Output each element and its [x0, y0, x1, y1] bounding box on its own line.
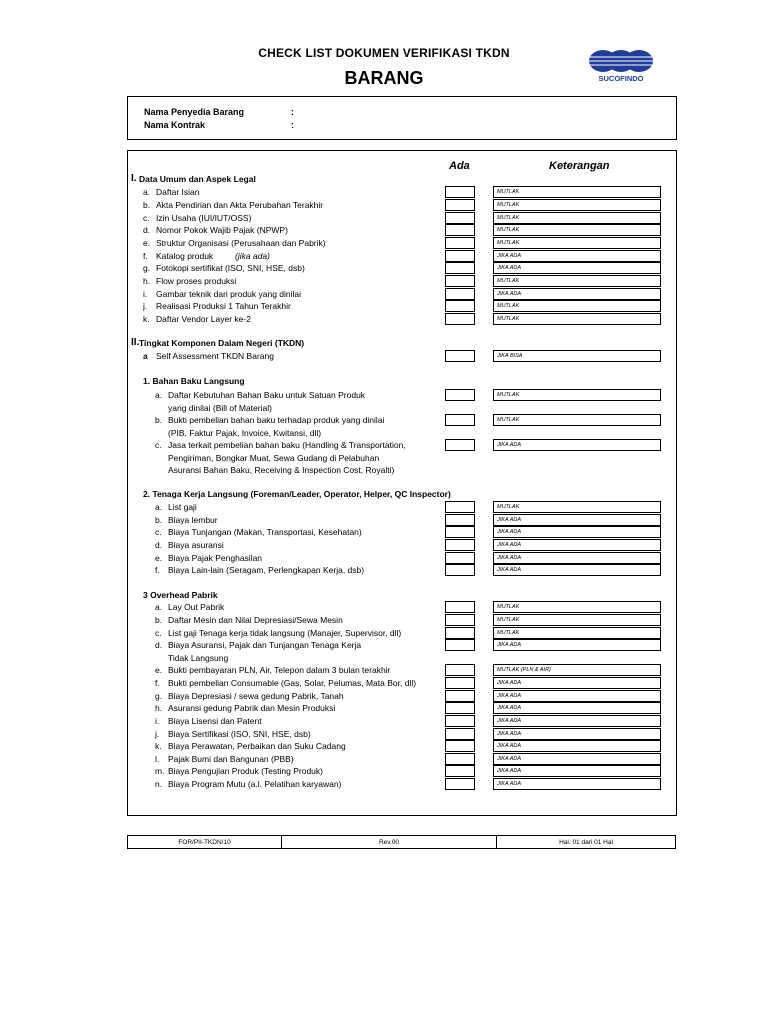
item-text: 1. Bahan Baku Langsung [143, 376, 245, 386]
keterangan-cell: MUTLAK [493, 186, 661, 198]
ada-checkbox[interactable] [445, 514, 475, 526]
ada-checkbox[interactable] [445, 350, 475, 362]
keterangan-cell: MUTLAK (PLN & AIR) [493, 664, 661, 676]
ada-checkbox[interactable] [445, 702, 475, 714]
keterangan-cell: MUTLAK [493, 414, 661, 426]
ada-checkbox[interactable] [445, 740, 475, 752]
ada-checkbox[interactable] [445, 262, 475, 274]
item-text: Data Umum dan Aspek Legal [139, 174, 256, 184]
item-text: Biaya Lain-lain (Seragam, Perlengkapan Kerja, dsb) [168, 565, 365, 575]
item-text: Biaya Sertifikasi (ISO, SNI, HSE, dsb) [168, 729, 311, 739]
item-marker: g. [155, 691, 163, 701]
sucofindo-logo [583, 48, 659, 84]
ada-checkbox[interactable] [445, 288, 475, 300]
item-marker: k. [143, 314, 150, 324]
item-text: Gambar teknik dari produk yang dinilai [156, 289, 302, 299]
ada-checkbox[interactable] [445, 275, 475, 287]
item-text: Tingkat Komponen Dalam Negeri (TKDN) [139, 338, 305, 348]
ada-checkbox[interactable] [445, 539, 475, 551]
ada-checkbox[interactable] [445, 677, 475, 689]
item-text: Biaya Perawatan, Perbaikan dan Suku Cadang [168, 741, 346, 751]
item-text: Bukti pembayaran PLN, Air, Telepon dalam 3 bulan terakhir [168, 665, 391, 675]
form-number: FOR/PII-TKDN/10 [128, 836, 282, 848]
contract-name-colon: : [291, 120, 294, 130]
keterangan-cell: MUTLAK [493, 627, 661, 639]
column-header-ada: Ada [449, 160, 470, 172]
item-text: yang dinilai (Bill of Material) [168, 403, 272, 413]
ada-checkbox[interactable] [445, 186, 475, 198]
ada-checkbox[interactable] [445, 300, 475, 312]
item-marker: a. [155, 390, 163, 400]
ada-checkbox[interactable] [445, 614, 475, 626]
item-text: Izin Usaha (IUI/IUT/OSS) [156, 213, 252, 223]
ada-checkbox[interactable] [445, 199, 475, 211]
keterangan-cell: MUTLAK [493, 614, 661, 626]
document-footer [127, 835, 676, 849]
item-text: Asuransi Bahan Baku, Receiving & Inspection Cost, Royalti) [168, 465, 395, 475]
keterangan-cell: MUTLAK [493, 601, 661, 613]
item-text: Bukti pembelian Consumable (Gas, Solar, Pelumas, Mata Bor, dll) [168, 678, 417, 688]
keterangan-cell: JIKA ADA [493, 552, 661, 564]
item-marker: b. [143, 200, 151, 210]
supplier-name-label: Nama Penyedia Barang [144, 107, 245, 117]
item-text: List gaji Tenaga kerja tidak langsung (Manajer, Supervisor, dll) [168, 628, 402, 638]
item-marker: h. [155, 703, 163, 713]
keterangan-cell: JIKA ADA [493, 690, 661, 702]
document-subtitle: BARANG [344, 68, 424, 88]
supplier-name-colon: : [291, 107, 294, 117]
item-marker: j. [143, 301, 148, 311]
item-marker: c. [143, 213, 150, 223]
item-marker: e. [143, 238, 151, 248]
item-text: Biaya Pajak Penghasilan [168, 553, 263, 563]
item-text: List gaji [168, 502, 197, 512]
item-marker: b. [155, 415, 163, 425]
item-text: Bukti pembelian bahan baku terhadap produk yang dinilai [168, 415, 385, 425]
item-text: Flow proses produksi [156, 276, 237, 286]
item-text-italic: (jika ada) [235, 251, 270, 261]
ada-checkbox[interactable] [445, 224, 475, 236]
item-text: Katalog produk [156, 251, 214, 261]
ada-checkbox[interactable] [445, 414, 475, 426]
item-marker: f. [155, 678, 160, 688]
item-text: 2. Tenaga Kerja Langsung (Foreman/Leader, Operator, Helper, QC Inspector) [143, 489, 451, 499]
supplier-info-box [127, 96, 677, 140]
ada-checkbox[interactable] [445, 439, 475, 451]
keterangan-cell: MUTLAK [493, 212, 661, 224]
item-marker: d. [143, 225, 151, 235]
item-text: Pengiriman, Bongkar Muat, Sewa Gudang di Pelabuhan [168, 453, 380, 463]
keterangan-cell: JIKA ADA [493, 288, 661, 300]
ada-checkbox[interactable] [445, 753, 475, 765]
item-text: Biaya Pengujian Produk (Testing Produk) [168, 766, 323, 776]
ada-checkbox[interactable] [445, 501, 475, 513]
ada-checkbox[interactable] [445, 389, 475, 401]
item-text: Self Assessment TKDN Barang [156, 351, 274, 361]
ada-checkbox[interactable] [445, 715, 475, 727]
keterangan-cell: MUTLAK [493, 224, 661, 236]
item-marker: i. [143, 289, 148, 299]
item-text: Fotokopi sertifikat (ISO, SNI, HSE, dsb) [156, 263, 305, 273]
keterangan-cell: JIKA ADA [493, 526, 661, 538]
item-marker: j. [155, 729, 160, 739]
item-marker: d. [155, 540, 163, 550]
keterangan-cell: JIKA ADA [493, 250, 661, 262]
keterangan-cell: MUTLAK [493, 313, 661, 325]
item-marker: i. [155, 716, 160, 726]
item-text: Biaya lembur [168, 515, 218, 525]
page-number: Hal. 01 dari 01 Hal [559, 838, 613, 846]
ada-checkbox[interactable] [445, 690, 475, 702]
keterangan-cell: JIKA ADA [493, 702, 661, 714]
item-text: Daftar Mesin dan Nilai Depresiasi/Sewa Mesin [168, 615, 343, 625]
item-text: Biaya Program Mutu (a.l. Pelatihan karyawan) [168, 779, 342, 789]
revision: Rev.00 [282, 836, 497, 848]
item-marker: a [143, 351, 148, 361]
item-marker: a. [155, 602, 163, 612]
item-marker: n. [155, 779, 163, 789]
ada-checkbox[interactable] [445, 765, 475, 777]
ada-checkbox[interactable] [445, 250, 475, 262]
item-text: Biaya asuransi [168, 540, 224, 550]
item-text: Biaya Lisensi dan Patent [168, 716, 262, 726]
ada-checkbox[interactable] [445, 526, 475, 538]
item-marker: k. [155, 741, 162, 751]
keterangan-cell: JIKA ADA [493, 639, 661, 651]
keterangan-cell: MUTLAK [493, 389, 661, 401]
item-text: Biaya Tunjangan (Makan, Transportasi, Kesehatan) [168, 527, 362, 537]
item-text: Tidak Langsung [168, 653, 229, 663]
item-text: Jasa terkait pembelian bahan baku (Handling & Transportation, [168, 440, 406, 450]
item-marker: c. [155, 628, 162, 638]
keterangan-cell: JIKA ADA [493, 765, 661, 777]
keterangan-cell: JIKA ADA [493, 728, 661, 740]
item-marker: l. [155, 754, 160, 764]
ada-checkbox[interactable] [445, 212, 475, 224]
ada-checkbox[interactable] [445, 237, 475, 249]
item-text: 3 Overhead Pabrik [143, 590, 218, 600]
item-text: Pajak Bumi dan Bangunan (PBB) [168, 754, 294, 764]
item-marker: c. [155, 440, 162, 450]
ada-checkbox[interactable] [445, 639, 475, 651]
item-marker: II. [131, 337, 140, 348]
ada-checkbox[interactable] [445, 564, 475, 576]
item-marker: e. [155, 665, 163, 675]
ada-checkbox[interactable] [445, 664, 475, 676]
item-text: Biaya Depresiasi / sewa gedung Pabrik, Tanah [168, 691, 344, 701]
item-text: (PIB, Faktur Pajak, Invoice, Kwitansi, dll) [168, 428, 322, 438]
ada-checkbox[interactable] [445, 728, 475, 740]
item-text: Lay Out Pabrik [168, 602, 225, 612]
ada-checkbox[interactable] [445, 778, 475, 790]
keterangan-cell: JIKA ADA [493, 715, 661, 727]
keterangan-cell: MUTLAK [493, 300, 661, 312]
item-text: Daftar Isian [156, 187, 200, 197]
column-header-keterangan: Keterangan [549, 160, 610, 172]
keterangan-cell: JIKA ADA [493, 564, 661, 576]
item-text: Biaya Asuransi, Pajak dan Tunjangan Tenaga Kerja [168, 640, 362, 650]
keterangan-cell: JIKA ADA [493, 778, 661, 790]
keterangan-cell: JIKA ADA [493, 740, 661, 752]
ada-checkbox[interactable] [445, 627, 475, 639]
item-marker: f. [143, 251, 148, 261]
keterangan-cell: JIKA ADA [493, 514, 661, 526]
item-marker: a. [143, 187, 151, 197]
item-marker: b. [155, 515, 163, 525]
keterangan-cell: JIKA BISA [493, 350, 661, 362]
item-marker: f. [155, 565, 160, 575]
contract-name-label: Nama Kontrak [144, 120, 206, 130]
item-marker: b. [155, 615, 163, 625]
item-text: Asuransi gedung Pabrik dan Mesin Produksi [168, 703, 336, 713]
item-marker: g. [143, 263, 151, 273]
item-text: Daftar Kebutuhan Bahan Baku untuk Satuan Produk [168, 390, 366, 400]
item-marker: d. [155, 640, 163, 650]
keterangan-cell: JIKA ADA [493, 439, 661, 451]
item-text: Struktur Organisasi (Perusahaan dan Pabrik) [156, 238, 326, 248]
keterangan-cell: MUTLAK [493, 501, 661, 513]
item-marker: I. [131, 173, 137, 184]
item-marker: m. [155, 766, 165, 776]
document-title: CHECK LIST DOKUMEN VERIFIKASI TKDN [258, 46, 510, 60]
ada-checkbox[interactable] [445, 313, 475, 325]
keterangan-cell: MUTLAK [493, 237, 661, 249]
keterangan-cell: MUTLAK [493, 199, 661, 211]
logo-text: SUCOFINDO [598, 74, 644, 83]
item-text: Nomor Pokok Wajib Pajak (NPWP) [156, 225, 288, 235]
item-marker: c. [155, 527, 162, 537]
keterangan-cell: JIKA ADA [493, 539, 661, 551]
item-marker: e. [155, 553, 163, 563]
item-text: Daftar Vendor Layer ke-2 [156, 314, 251, 324]
item-text: Akta Pendirian dan Akta Perubahan Terakhir [156, 200, 324, 210]
ada-checkbox[interactable] [445, 601, 475, 613]
item-text: Realisasi Produksi 1 Tahun Terakhir [156, 301, 291, 311]
ada-checkbox[interactable] [445, 552, 475, 564]
item-marker: h. [143, 276, 151, 286]
keterangan-cell: JIKA ADA [493, 262, 661, 274]
item-marker: a. [155, 502, 163, 512]
keterangan-cell: JIKA ADA [493, 753, 661, 765]
keterangan-cell: MUTLAK [493, 275, 661, 287]
keterangan-cell: JIKA ADA [493, 677, 661, 689]
